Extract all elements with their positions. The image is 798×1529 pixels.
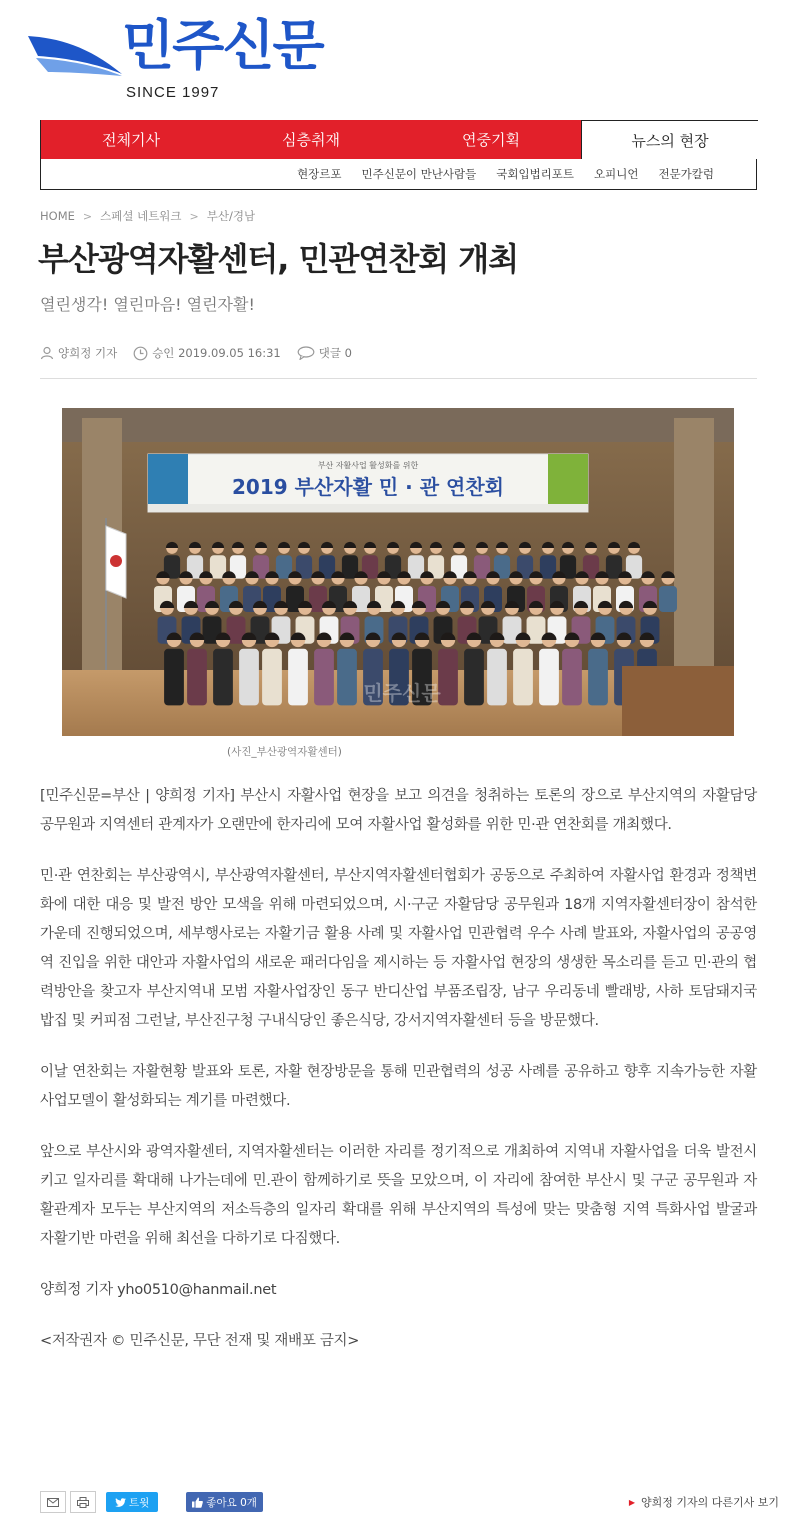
comment-count: 댓글 0 (318, 346, 352, 360)
body-paragraph: 민·관 연찬회는 부산광역시, 부산광역자활센터, 부산지역자활센터협회가 공동으로 주최하여 자활사업 환경과 정책변화에 대한 대응 및 발전 방안 모색을 위해 마련되었으며, 시·구군 자활담당 공무원과 18개 지역자활센터장이 참석한 가운데 진행되었으며, 세부행사로는 자활기금 활용 사례 및 자활사업 민관협력 우수 사례 발표와, 자활사업의 공공영역 진입을 위한 대안과 자활사업의 새로운 패러다임을 제시하는 등 자활사업 현장의 생생한 목소리를 듣고 민·관의 협력방안을 찾고자 부산지역내 모범 자활사업장인 동구 반디산업 부품조립장, 남구 우리동네 빨래방, 사하 토담돼지국밥집 및 커피점 그런날, 부산진구청 구내식당인 좋은식당, 강서지역자활센터 등을 방문했다. (40, 868, 757, 1029)
meta-author (40, 345, 117, 361)
event-group-photo (62, 408, 734, 736)
banner-small-text: 부산 자활사업 활성화를 위한 (317, 461, 419, 470)
divider (40, 378, 757, 379)
more-articles-link[interactable] (629, 1494, 779, 1510)
photo-watermark: 민주신문 (363, 681, 441, 705)
body-paragraph: 앞으로 부산시와 광역자활센터, 지역자활센터는 이러한 자리를 정기적으로 개최하여 지역내 자활사업을 더욱 발전시키고 일자리를 확대해 나가는데에 민.관이 함께하기로 뜻을 모았으며, 이 자리에 참여한 부산시 및 구군 공무원과 자활관계자 모두는 부산지역의 저소득층의 일자리 확대를 위해 부산지역의 특성에 맞는 맞춤형 지역 특화사업 발굴과 자활기반 마련을 위해 최선을 다하기로 다짐했다. (40, 1144, 757, 1247)
meta-comments[interactable] (297, 345, 352, 361)
sub-nav-item-people[interactable]: 민주신문이 만난사람들 (361, 167, 477, 181)
photo-person (539, 649, 559, 706)
article-meta (40, 345, 368, 361)
logo-swoosh-icon (28, 34, 124, 84)
photo-person (262, 649, 282, 706)
chevron-right-icon: > (189, 209, 199, 223)
twitter-bird-icon (115, 1498, 126, 1507)
photo-person (588, 649, 608, 706)
print-button[interactable] (70, 1491, 96, 1513)
sub-nav-item-report[interactable]: 현장르포 (297, 167, 342, 181)
logo-wordmark: 민주신문 (122, 14, 323, 77)
meta-date (133, 345, 281, 361)
photo-person (288, 649, 308, 706)
article-photo[interactable] (62, 408, 734, 736)
publish-date: 승인 2019.09.05 16:31 (152, 346, 281, 360)
speech-bubble-icon (297, 346, 315, 360)
like-label: 좋아요 0개 (206, 1496, 257, 1509)
photo-person (239, 649, 259, 706)
tweet-button[interactable] (106, 1492, 158, 1512)
email-button[interactable] (40, 1491, 66, 1513)
sub-nav (297, 166, 714, 182)
body-paragraph: 이날 연찬회는 자활현황 발표와 토론, 자활 현장방문을 통해 민관협력의 성공 사례를 공유하고 향후 지속가능한 자활사업모델이 활성화되는 계기를 마련했다. (40, 1064, 757, 1109)
logo-since: SINCE 1997 (126, 84, 220, 101)
sub-nav-item-opinion[interactable]: 오피니언 (594, 167, 639, 181)
tab-yearly-plan[interactable]: 연중기획 (401, 120, 581, 159)
banner-main-text: 2019 부산자활 민 · 관 연찬회 (232, 475, 504, 499)
photo-person (187, 649, 207, 706)
photo-person (314, 649, 334, 706)
more-articles-label: 양희정 기자의 다른기사 보기 (640, 1496, 779, 1509)
tab-all-articles[interactable]: 전체기사 (41, 120, 221, 159)
body-paragraph: [민주신문=부산 | 양희정 기자] 부산시 자활사업 현장을 보고 의견을 청취하는 토론의 장으로 부산지역의 자활담당 공무원과 지역센터 관계자가 오랜만에 한자리에 모여 자활사업 활성화를 위한 민·관 연찬회를 개최했다. (40, 788, 757, 833)
share-bar (40, 1491, 263, 1513)
copyright-notice: <저작권자 © 민주신문, 무단 전재 및 재배포 금지> (40, 1333, 360, 1349)
photo-caption: (사진_부산광역자활센터) (227, 746, 342, 758)
photo-person (513, 649, 533, 706)
tweet-label: 트윗 (129, 1496, 150, 1509)
breadcrumb-region[interactable]: 부산/경남 (206, 209, 256, 223)
tab-in-depth[interactable]: 심층취재 (221, 120, 401, 159)
photo-person (213, 649, 233, 706)
breadcrumb-section[interactable]: 스페셜 네트워크 (100, 209, 182, 223)
article-subtitle: 열린생각! 열린마음! 열린자활! (40, 295, 255, 314)
photo-person (438, 649, 458, 706)
breadcrumb-home[interactable]: HOME (40, 209, 75, 223)
article-body (40, 782, 757, 1378)
facebook-like-button[interactable] (186, 1492, 263, 1512)
thumbs-up-icon (192, 1497, 203, 1508)
person-icon (40, 346, 54, 360)
photo-person (337, 649, 357, 706)
article-title: 부산광역자활센터, 민관연찬회 개최 (38, 240, 519, 278)
clock-icon (133, 346, 148, 361)
nav-tabs (41, 120, 758, 159)
envelope-icon (47, 1498, 59, 1507)
photo-person (464, 649, 484, 706)
sub-nav-item-column[interactable]: 전문가칼럼 (658, 167, 714, 181)
tab-news-scene[interactable]: 뉴스의 현장 (581, 120, 758, 159)
triangle-right-icon: ▶ (628, 1497, 635, 1507)
author-byline: 양희정 기자 yho0510@hanmail.net (40, 1282, 277, 1298)
photo-person (164, 649, 184, 706)
site-logo[interactable] (28, 12, 348, 104)
photo-person (562, 649, 582, 706)
sub-nav-item-legislation[interactable]: 국회입법리포트 (496, 167, 575, 181)
photo-person (487, 649, 507, 706)
main-nav (40, 120, 757, 190)
author-name: 양희정 기자 (58, 346, 118, 360)
printer-icon (77, 1497, 89, 1508)
chevron-right-icon: > (82, 209, 93, 223)
breadcrumb (40, 208, 255, 224)
photo-person (659, 586, 677, 612)
